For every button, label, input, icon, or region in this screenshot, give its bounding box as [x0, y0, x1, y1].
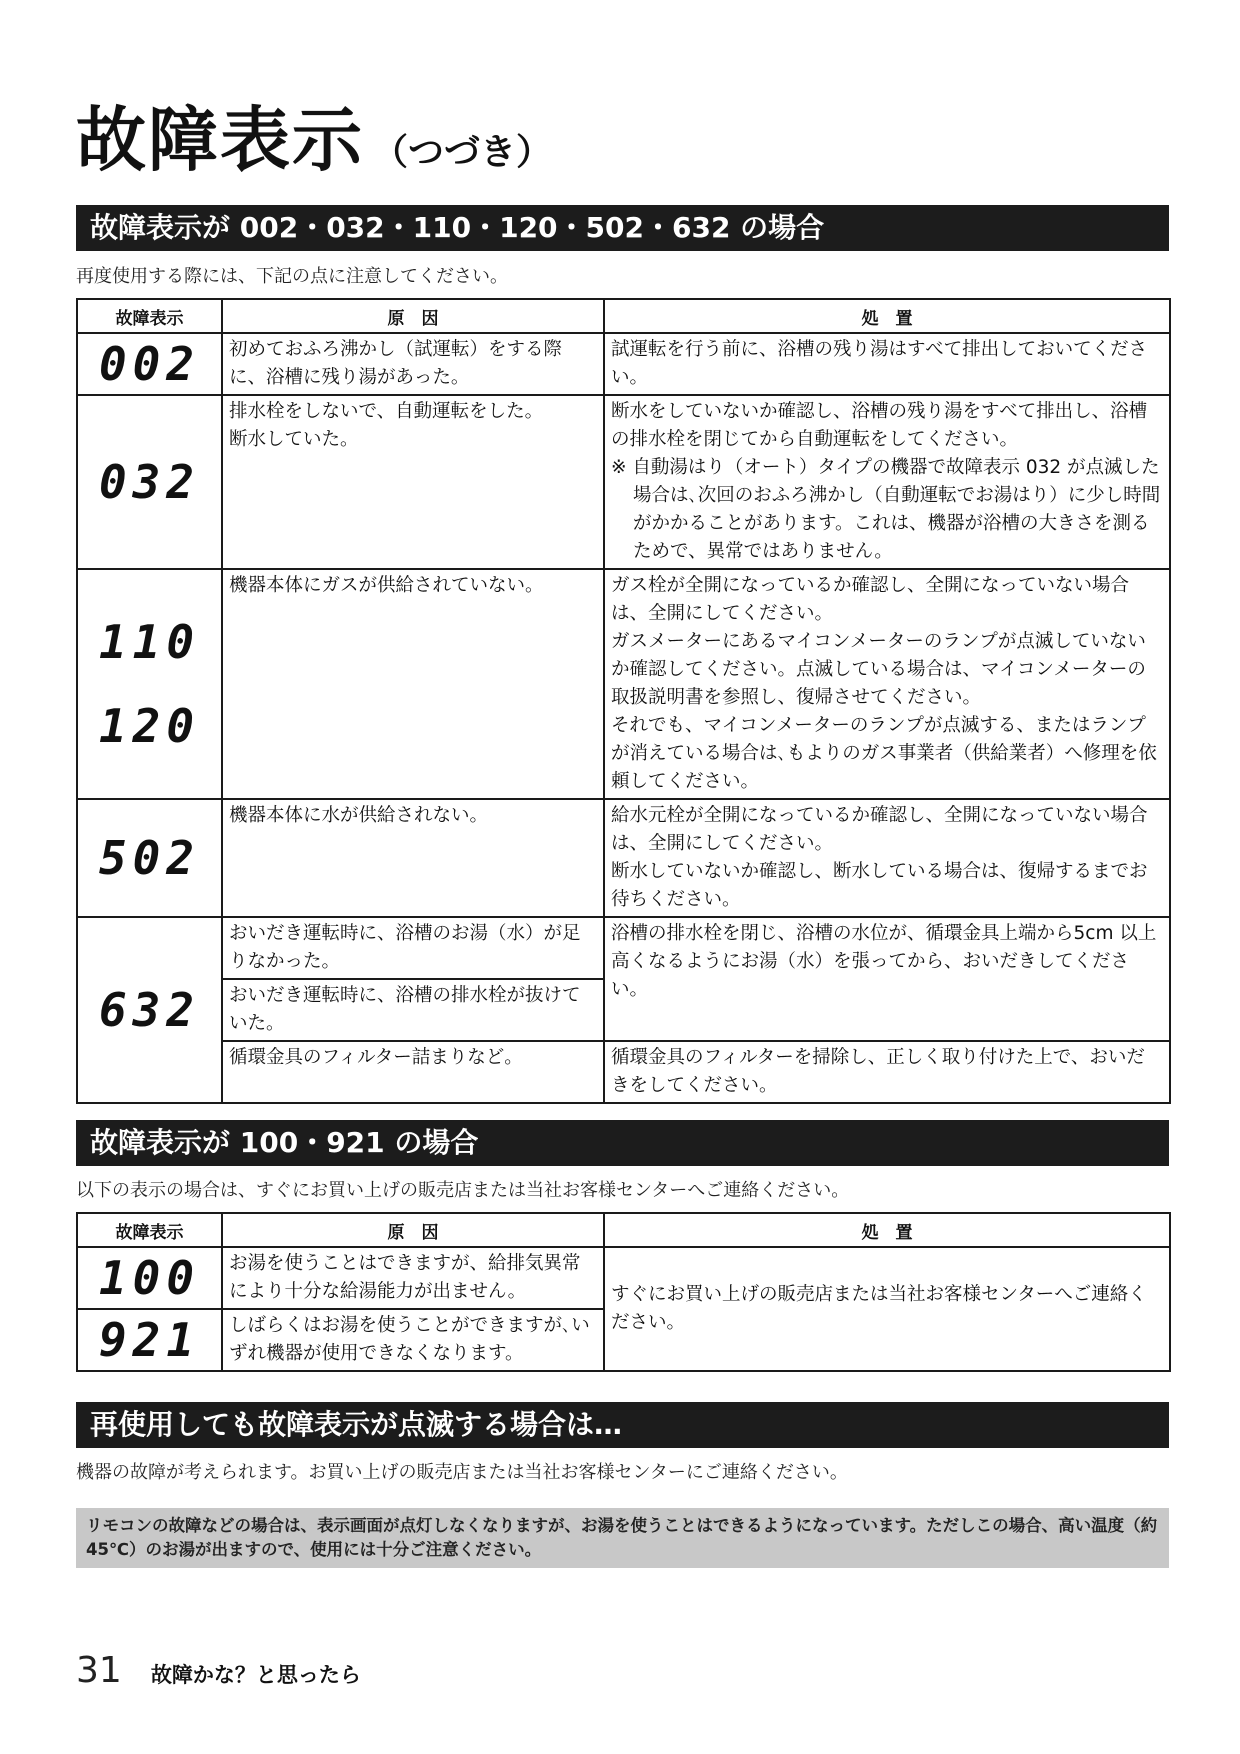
section3-note: 機器の故障が考えられます。お買い上げの販売店または当社お客様センターにご連絡ください。 [76, 1462, 848, 1483]
table-row [77, 917, 1170, 979]
cause-text: 排水栓をしないで、自動運転をした。 [229, 401, 544, 422]
table-row [77, 799, 1170, 917]
remedy-text: 給水元栓が全開になっているか確認し、全開になっていない場合は、全開にしてください。 [611, 805, 1148, 854]
section3-heading: 再使用しても故障表示が点滅する場合は… [76, 1402, 1169, 1448]
error-code-110-120 [77, 569, 222, 799]
remedy-cell: すぐにお買い上げの販売店または当社お客様センターへご連絡ください。 [604, 1247, 1170, 1371]
remedy-cell: 循環金具のフィルターを掃除し、正しく取り付けた上で、おいだきをしてください。 [604, 1041, 1170, 1103]
page-title-sub: （つづき） [372, 132, 553, 173]
error-code-100: 100 [77, 1247, 222, 1309]
remedy-cell [604, 799, 1170, 917]
table-row [77, 1041, 1170, 1103]
footer-label: 故障かな？と思ったら [150, 1663, 361, 1687]
remedy-text: ガス栓が全開になっているか確認し、全開になっていない場合は、全開にしてください。 [611, 575, 1130, 624]
remedy-text: それでも、マイコンメーターのランプが点滅する、またはランプが消えている場合は､もよりのガス事業者（供給業者）へ修理を依頼してください。 [611, 715, 1157, 792]
cause-cell: しばらくはお湯を使うことができますが､いずれ機器が使用できなくなります。 [222, 1309, 604, 1371]
cause-cell: 初めておふろ沸かし（試運転）をする際に、浴槽に残り湯があった。 [222, 333, 604, 395]
error-table-1 [76, 298, 1171, 1104]
table-header-row [77, 299, 1170, 333]
remedy-cell: 浴槽の排水栓を閉じ、浴槽の水位が、循環金具上端から5cm 以上高くなるようにお湯（水）を張ってから、おいだきしてください。 [604, 917, 1170, 1041]
error-code-032: 032 [77, 395, 222, 569]
table-row [77, 569, 1170, 799]
error-code-002: 002 [77, 333, 222, 395]
caution-box: リモコンの故障などの場合は、表示画面が点灯しなくなりますが、お湯を使うことはできるようになっています。ただしこの場合、高い温度（約 45℃）のお湯が出ますので、使用には十分ご注意ください。 [76, 1508, 1169, 1568]
section1-heading: 故障表示が 002・032・110・120・502・632 の場合 [76, 205, 1169, 251]
remedy-text: ガスメーターにあるマイコンメーターのランプが点滅していないか確認してください。点滅している場合は、マイコンメーターの取扱説明書を参照し、復帰させてください。 [611, 631, 1146, 708]
header-cause: 原 因 [222, 1213, 604, 1247]
remedy-cell [604, 569, 1170, 799]
section2-note: 以下の表示の場合は、すぐにお買い上げの販売店または当社お客様センターへご連絡ください。 [76, 1180, 850, 1201]
error-code-502: 502 [77, 799, 222, 917]
cause-cell: おいだき運転時に、浴槽のお湯（水）が足りなかった。 [222, 917, 604, 979]
remedy-cell [604, 395, 1170, 569]
table-row [77, 333, 1170, 395]
page-number: 31 [76, 1650, 122, 1691]
cause-cell: 機器本体にガスが供給されていない。 [222, 569, 604, 799]
cause-text: 断水していた。 [229, 429, 359, 450]
header-code: 故障表示 [77, 1213, 222, 1247]
header-remedy: 処 置 [604, 1213, 1170, 1247]
remedy-cell: 試運転を行う前に、浴槽の残り湯はすべて排出しておいてください。 [604, 333, 1170, 395]
remedy-footnote: ※ 自動湯はり（オート）タイプの機器で故障表示 032 が点滅した場合は､次回のおふろ沸かし（自動運転でお湯はり）に少し時間がかかることがあります。これは、機器が浴槽の大きさを測るためで、異常ではありません。 [611, 457, 1161, 562]
remedy-text: 断水していないか確認し、断水している場合は、復帰するまでお待ちください。 [611, 861, 1148, 910]
error-code-921: 921 [77, 1309, 222, 1371]
cause-cell: 循環金具のフィルター詰まりなど。 [222, 1041, 604, 1103]
remedy-text: 断水をしていないか確認し、浴槽の残り湯をすべて排出し、浴槽の排水栓を閉じてから自動運転をしてください。 [611, 401, 1148, 450]
header-cause: 原 因 [222, 299, 604, 333]
table-row [77, 1247, 1170, 1309]
cause-cell: お湯を使うことはできますが、給排気異常により十分な給湯能力が出ません。 [222, 1247, 604, 1309]
table-header-row [77, 1213, 1170, 1247]
error-code-120: 120 [98, 699, 201, 753]
page-title-main: 故障表示 [76, 99, 364, 181]
section1-note: 再度使用する際には、下記の点に注意してください。 [76, 266, 508, 287]
page-title [76, 84, 552, 185]
cause-cell: おいだき運転時に、浴槽の排水栓が抜けていた。 [222, 979, 604, 1041]
section2-heading: 故障表示が 100・921 の場合 [76, 1120, 1169, 1166]
error-code-632: 632 [77, 917, 222, 1103]
error-table-2 [76, 1212, 1171, 1372]
error-code-110: 110 [98, 615, 201, 669]
cause-cell: 機器本体に水が供給されない。 [222, 799, 604, 917]
page-footer [76, 1650, 361, 1691]
cause-cell [222, 395, 604, 569]
table-row [77, 395, 1170, 569]
header-code: 故障表示 [77, 299, 222, 333]
header-remedy: 処 置 [604, 299, 1170, 333]
